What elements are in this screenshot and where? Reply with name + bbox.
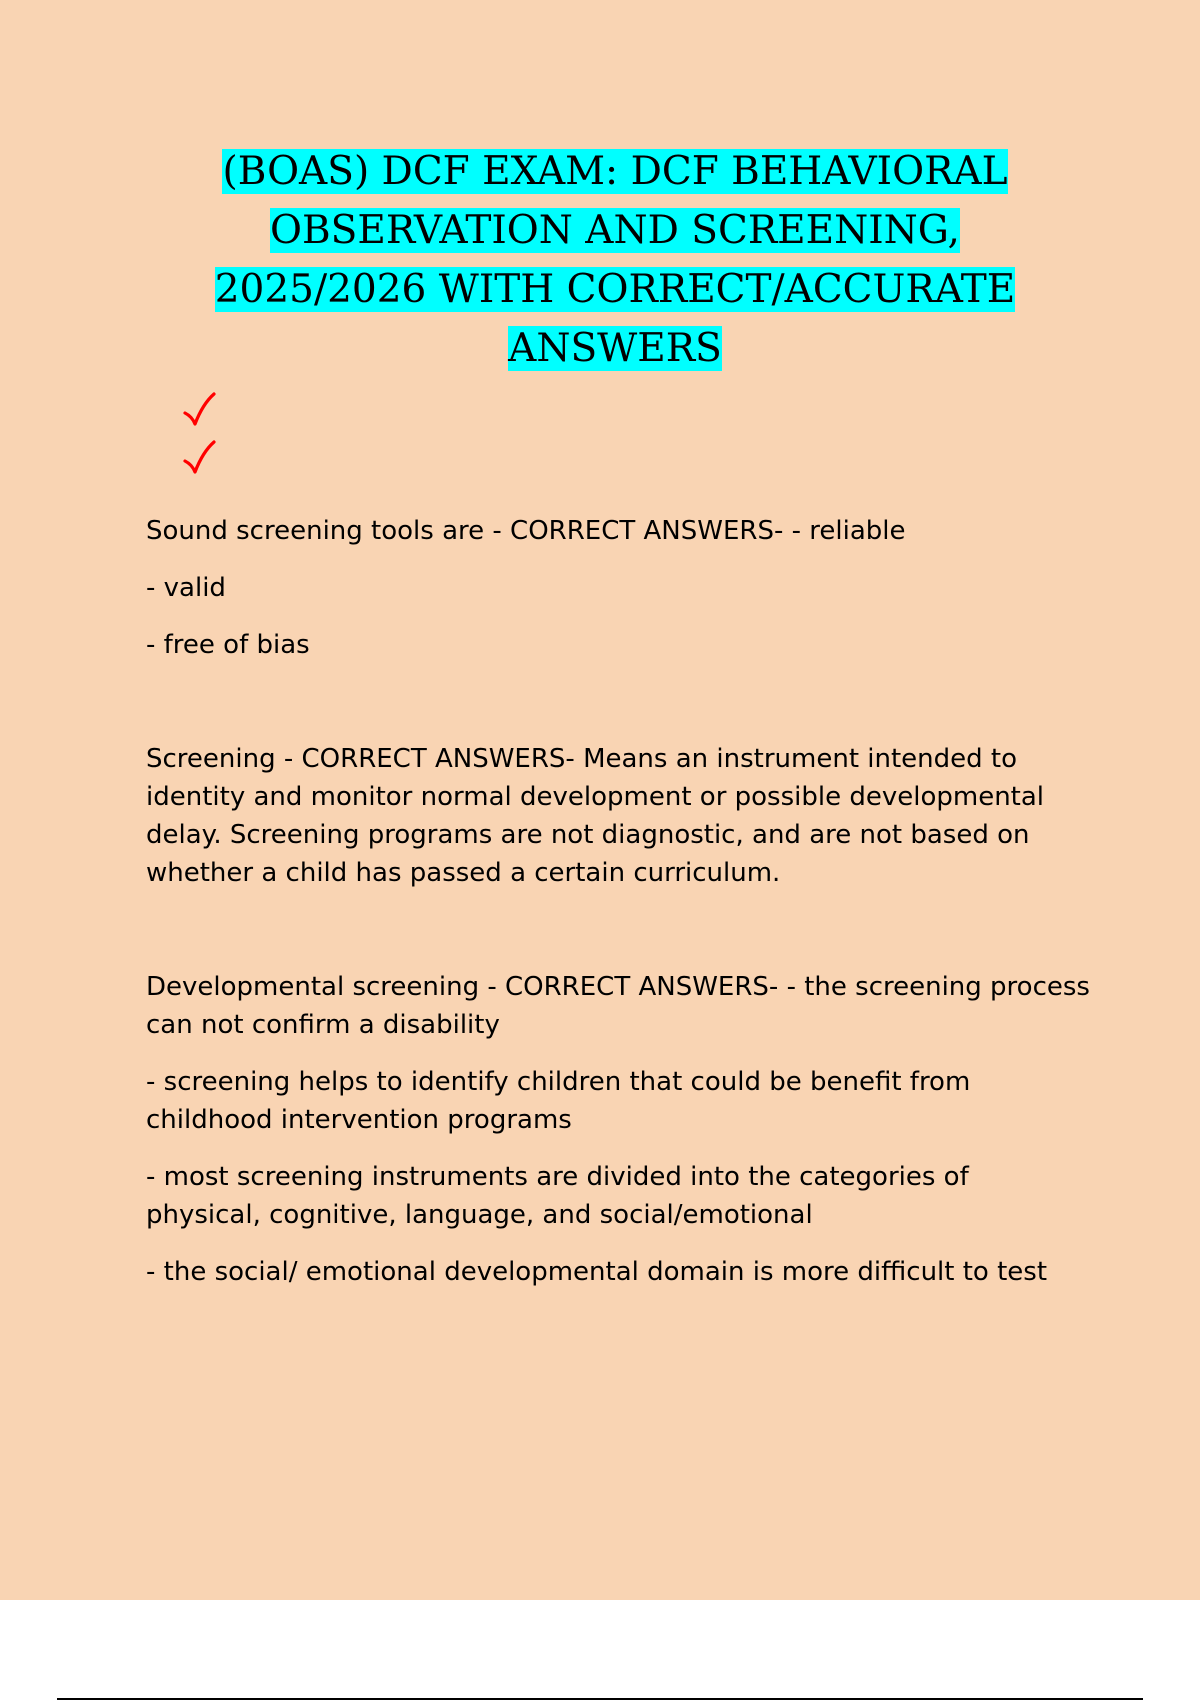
qa-paragraph: - valid: [146, 573, 226, 603]
qa-paragraph: - free of bias: [146, 630, 310, 660]
qa-paragraph: - the social/ emotional developmental domain is more difficult to test: [146, 1257, 1048, 1287]
title-line-3: 2025/2026 WITH CORRECT/ACCURATE: [214, 267, 1016, 312]
qa-paragraph: - screening helps to identify children that could be benefit from childhood intervention programs: [146, 1067, 971, 1135]
title-line-2: OBSERVATION AND SCREENING,: [270, 208, 960, 253]
check-icon: [182, 439, 216, 475]
qa-content: [146, 512, 1090, 1367]
qa-paragraph: - most screening instruments are divided into the categories of physical, cognitive, language, and social/emotional: [146, 1162, 969, 1230]
qa-block-screening-definition: [146, 740, 1090, 892]
qa-block-screening-tools: [146, 512, 1090, 664]
check-icon: [182, 391, 216, 427]
title-line-4: ANSWERS: [508, 326, 722, 371]
qa-paragraph: Sound screening tools are - CORRECT ANSWERS- - reliable: [146, 516, 906, 546]
qa-paragraph: Screening - CORRECT ANSWERS- Means an instrument intended to identity and monitor normal development or possible developmental delay. Screening programs are not diagnostic, and are not based on whether a child has passed a certain curriculum.: [146, 744, 1045, 888]
document-title: [140, 142, 1090, 378]
title-line-1: (BOAS) DCF EXAM: DCF BEHAVIORAL: [222, 149, 1008, 194]
qa-paragraph: Developmental screening - CORRECT ANSWERS- - the screening process can not confirm a disability: [146, 972, 1090, 1040]
checkmark-list: [182, 391, 242, 487]
qa-block-developmental-screening: [146, 968, 1090, 1291]
